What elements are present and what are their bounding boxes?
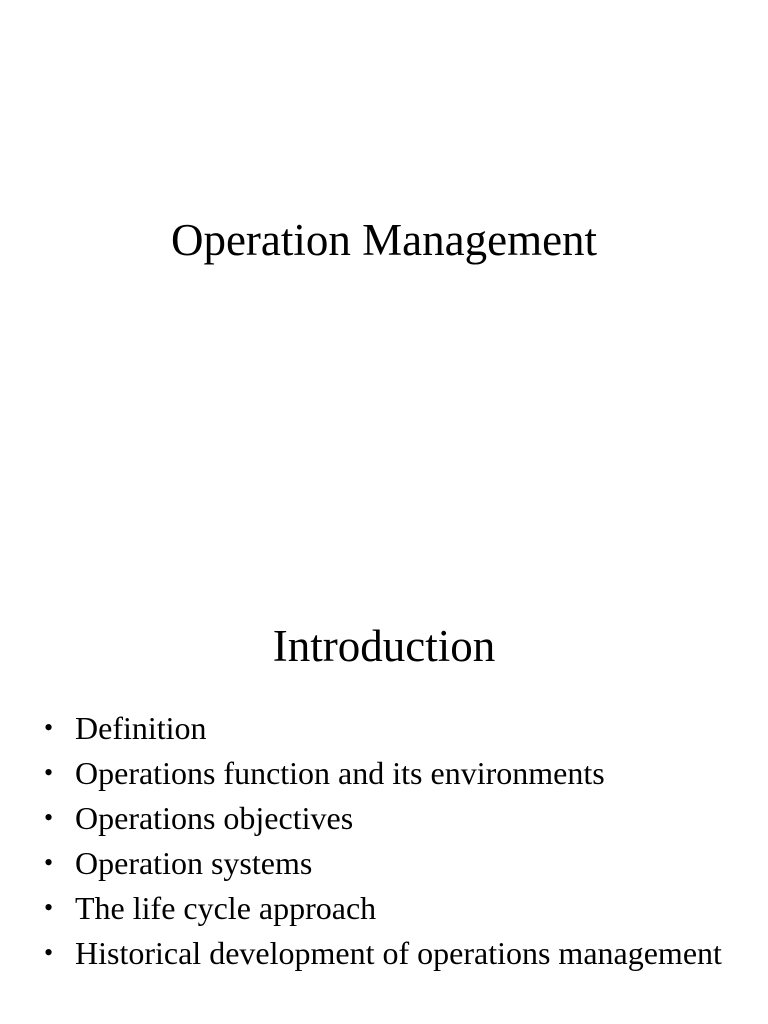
bullet-item-life-cycle [44,890,744,926]
bullet-text: The life cycle approach [75,890,377,926]
bullet-text: Definition [75,710,207,746]
slide-introduction [0,576,768,1024]
bullet-item-definition [44,710,744,746]
bullet-dot-icon: • [44,713,54,742]
bullet-text: Historical development of operations management [75,935,722,971]
bullet-text: Operation systems [75,845,313,881]
bullet-item-operations-function [44,755,744,791]
slide-heading: Introduction [272,621,496,671]
bullet-dot-icon: • [44,803,54,832]
bullet-item-historical-development [44,935,744,971]
bullet-dot-icon: • [44,938,54,967]
bullet-dot-icon: • [44,893,54,922]
bullet-dot-icon: • [44,848,54,877]
bullet-item-operations-objectives [44,800,744,836]
bullet-dot-icon: • [44,758,54,787]
bullet-list [44,710,744,980]
bullet-text: Operations objectives [75,800,354,836]
bullet-item-operation-systems [44,845,744,881]
slide-title: Operation Management [170,215,598,265]
bullet-text: Operations function and its environments [75,755,605,791]
